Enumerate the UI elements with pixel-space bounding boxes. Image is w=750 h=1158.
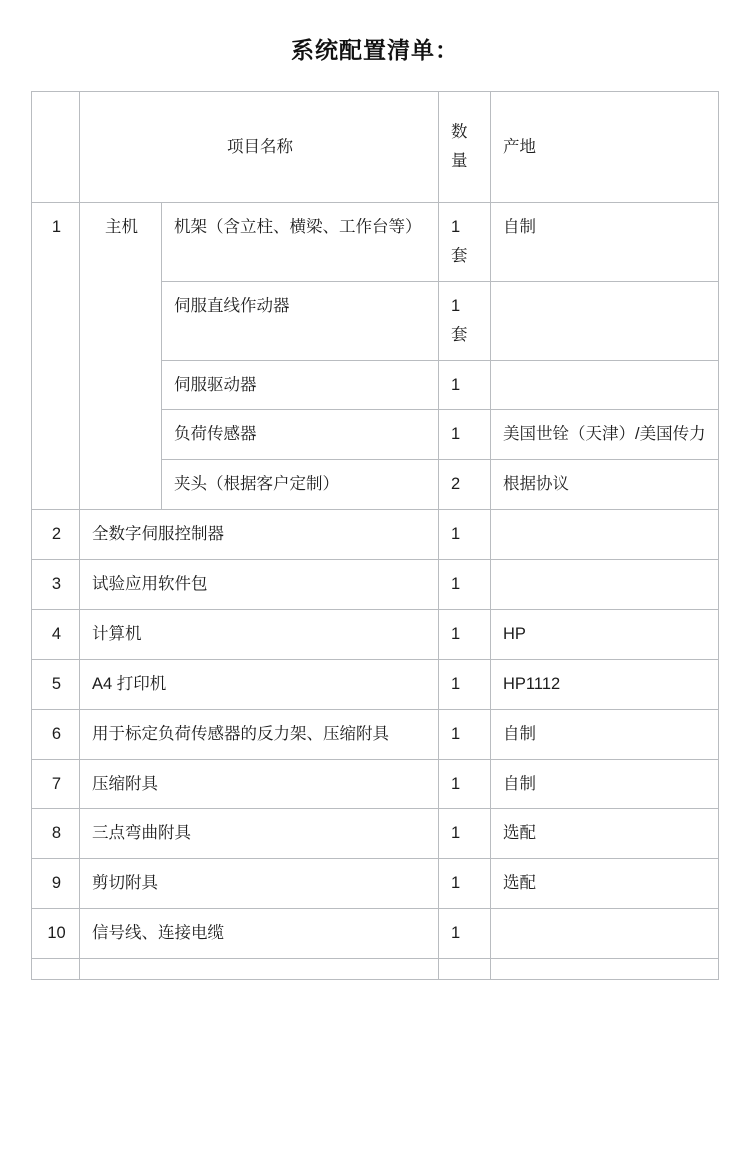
row-item-name [80,959,439,980]
row-index: 8 [32,809,80,859]
table-row [32,709,719,759]
table-row [32,759,719,809]
row-item-quantity: 1 套 [439,281,491,360]
row-index [32,959,80,980]
row-item-name: 信号线、连接电缆 [80,909,439,959]
row-item-name: 全数字伺服控制器 [80,510,439,560]
row-item-origin: HP1112 [491,659,719,709]
header-origin: 产地 [491,92,719,203]
header-quantity: 数 量 [439,92,491,203]
row-item-origin: 美国世铨（天津）/美国传力 [491,410,719,460]
table-header-row [32,92,719,203]
row-item-origin [491,909,719,959]
row-index: 1 [32,203,80,510]
table-row [32,203,719,282]
row-item-origin [491,560,719,610]
row-item-origin [491,281,719,360]
row-index: 7 [32,759,80,809]
row-item-quantity: 1 套 [439,203,491,282]
row-item-name: 用于标定负荷传感器的反力架、压缩附具 [80,709,439,759]
row-item-origin: 自制 [491,203,719,282]
row-group-label: 主机 [80,203,162,510]
row-index: 10 [32,909,80,959]
row-item-name: 夹头（根据客户定制） [162,460,439,510]
row-item-origin [491,959,719,980]
header-name: 项目名称 [80,92,439,203]
row-item-name: 计算机 [80,609,439,659]
row-item-origin [491,510,719,560]
row-item-quantity: 1 [439,510,491,560]
table-row [32,609,719,659]
row-item-quantity: 1 [439,859,491,909]
row-item-quantity: 1 [439,809,491,859]
row-item-quantity: 1 [439,560,491,610]
table-row [32,809,719,859]
configuration-table [31,91,719,980]
page-title: 系统配置清单： [291,37,459,63]
table-row [32,510,719,560]
row-item-quantity: 1 [439,410,491,460]
row-item-name: 机架（含立柱、横梁、工作台等） [162,203,439,282]
row-item-name: 负荷传感器 [162,410,439,460]
header-index [32,92,80,203]
row-index: 5 [32,659,80,709]
row-item-quantity [439,959,491,980]
row-item-origin: 根据协议 [491,460,719,510]
table-row [32,560,719,610]
row-item-origin: 选配 [491,809,719,859]
row-item-quantity: 1 [439,609,491,659]
row-item-origin: 自制 [491,709,719,759]
row-index: 9 [32,859,80,909]
row-index: 4 [32,609,80,659]
table-row [32,659,719,709]
row-item-quantity: 1 [439,759,491,809]
table-row [32,859,719,909]
row-item-name: 伺服驱动器 [162,360,439,410]
row-index: 2 [32,510,80,560]
row-index: 6 [32,709,80,759]
row-item-quantity: 2 [439,460,491,510]
row-item-name: 试验应用软件包 [80,560,439,610]
row-item-quantity: 1 [439,360,491,410]
row-item-origin: 选配 [491,859,719,909]
row-item-name: A4 打印机 [80,659,439,709]
row-item-quantity: 1 [439,659,491,709]
row-item-origin: 自制 [491,759,719,809]
table-row [32,909,719,959]
row-item-quantity: 1 [439,709,491,759]
row-item-quantity: 1 [439,909,491,959]
row-item-origin [491,360,719,410]
table-row [32,959,719,980]
row-item-name: 剪切附具 [80,859,439,909]
row-item-name: 三点弯曲附具 [80,809,439,859]
document-page [0,32,750,1158]
row-index: 3 [32,560,80,610]
row-item-origin: HP [491,609,719,659]
row-item-name: 伺服直线作动器 [162,281,439,360]
row-item-name: 压缩附具 [80,759,439,809]
